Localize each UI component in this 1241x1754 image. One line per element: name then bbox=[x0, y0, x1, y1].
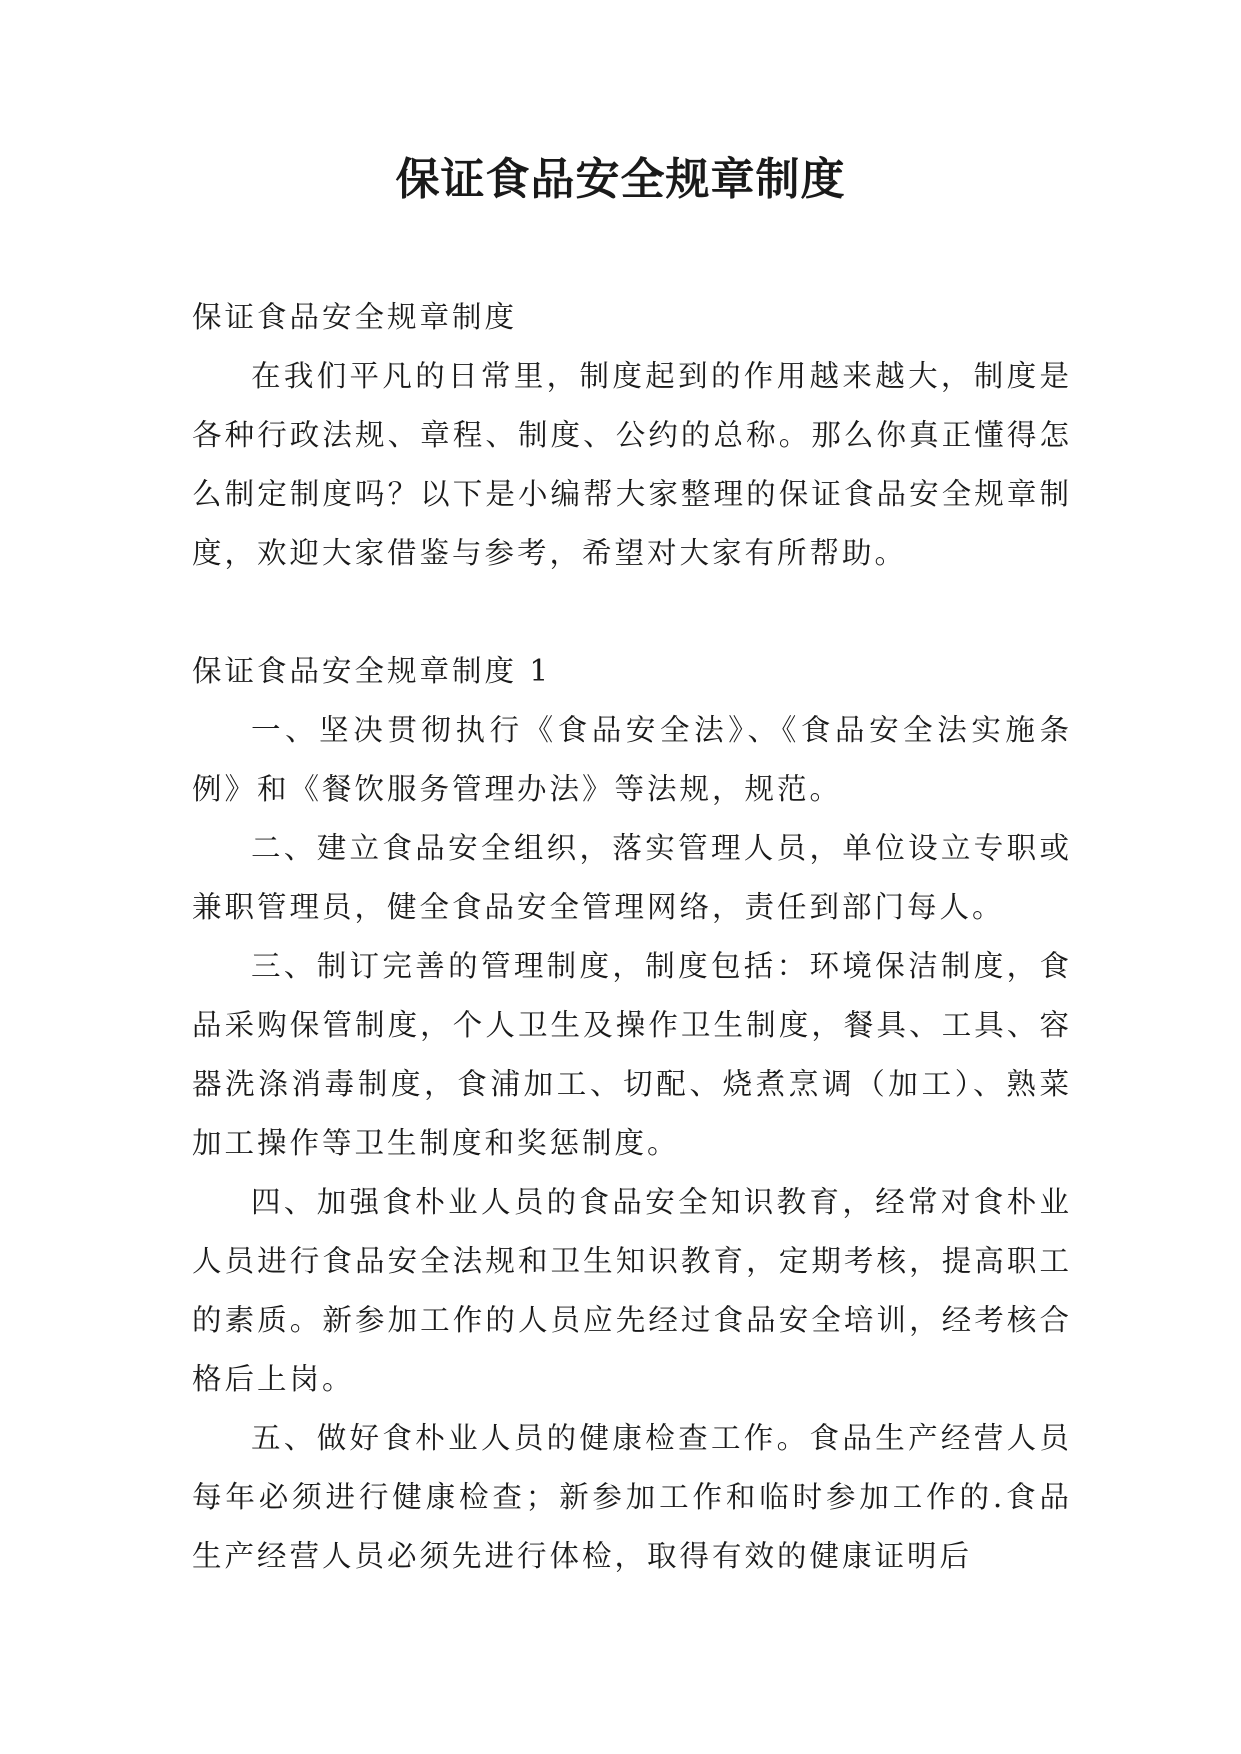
item-paragraph-3: 三、制订完善的管理制度，制度包括：环境保洁制度，食品采购保管制度，个人卫生及操作卫生制度，餐具、工具、容器洗涤消毒制度，食浦加工、切配、烧煮烹调（加工）、熟菜加工操作等卫生制度和奖惩制度。 bbox=[192, 949, 1072, 1160]
document-body bbox=[192, 288, 1072, 1586]
document-title: 保证食品安全规章制度 bbox=[395, 154, 846, 205]
item-paragraph-4: 四、加强食朴业人员的食品安全知识教育，经常对食朴业人员进行食品安全法规和卫生知识教育，定期考核，提高职工的素质。新参加工作的人员应先经过食品安全培训，经考核合格后上岗。 bbox=[192, 1185, 1072, 1396]
item-paragraph-5: 五、做好食朴业人员的健康检查工作。食品生产经营人员每年必须进行健康检查；新参加工作和临时参加工作的.食品生产经营人员必须先进行体检，取得有效的健康证明后 bbox=[192, 1421, 1072, 1573]
item-paragraph-2: 二、建立食品安全组织，落实管理人员，单位设立专职或兼职管理员，健全食品安全管理网络，责任到部门每人。 bbox=[192, 831, 1072, 924]
section-heading: 保证食品安全规章制度 1 bbox=[192, 654, 552, 688]
intro-paragraph: 在我们平凡的日常里，制度起到的作用越来越大，制度是各种行政法规、章程、制度、公约的总称。那么你真正懂得怎么制定制度吗？以下是小编帮大家整理的保证食品安全规章制度，欢迎大家借鉴与参考，希望对大家有所帮助。 bbox=[192, 359, 1072, 570]
item-paragraph-1: 一、坚决贯彻执行《食品安全法》、《食品安全法实施条例》和《餐饮服务管理办法》等法规，规范。 bbox=[192, 713, 1072, 806]
subtitle: 保证食品安全规章制度 bbox=[192, 300, 518, 334]
